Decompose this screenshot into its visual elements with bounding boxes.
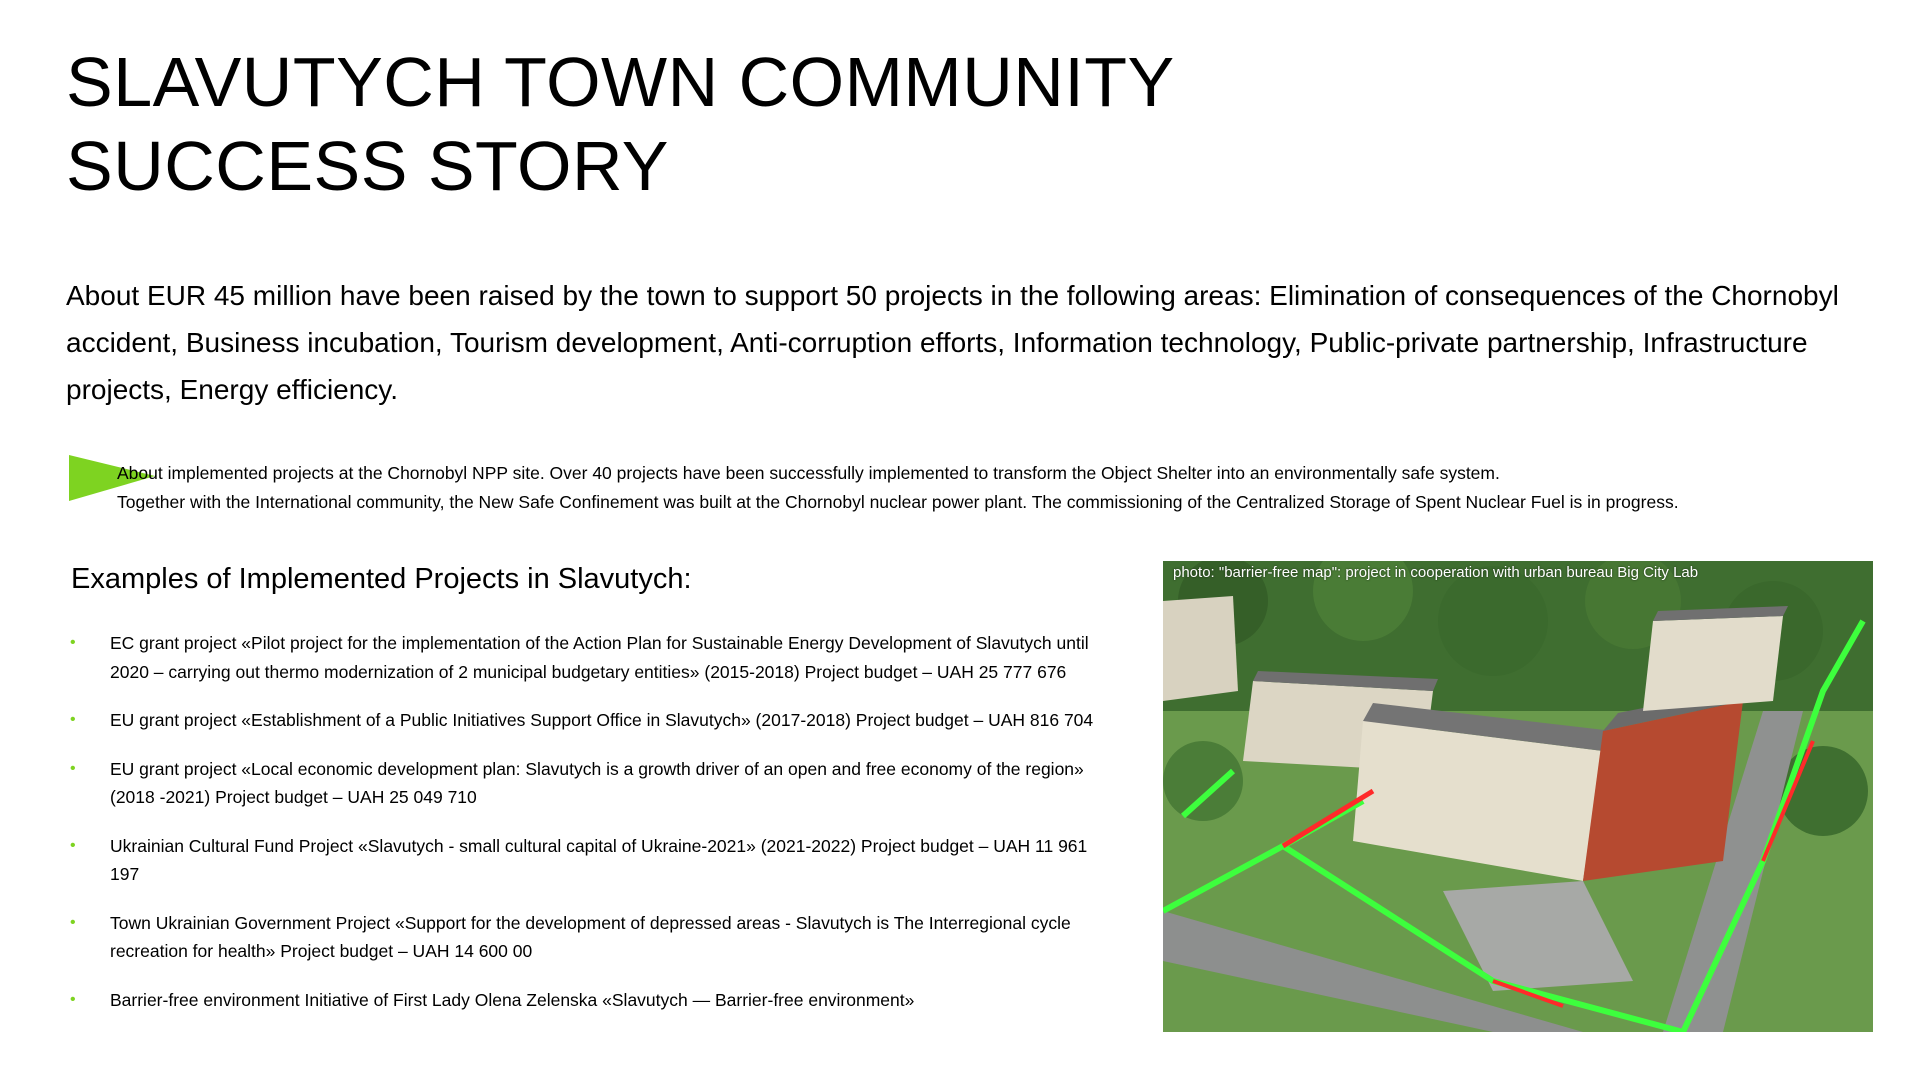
project-text: EC grant project «Pilot project for the implementation of the Action Plan for Sustainable Energy Development of Slavutych until 2020 – carrying out thermo modernization of 2 municipal budgetary entities» (2015-2018) Project budget – UAH 25 777 676 [110,633,1089,682]
bullet-icon: • [70,711,76,728]
project-list [68,629,1118,1034]
npp-line-2: Together with the International community, the New Safe Confinement was built at the Chornobyl nuclear power plant. The commissioning of the Centralized Storage of Spent Nuclear Fuel is in progress. [117,491,1679,512]
project-text: Barrier-free environment Initiative of First Lady Olena Zelenska «Slavutych — Barrier-free environment» [110,989,915,1010]
npp-info [117,459,1877,516]
title-line-2: SUCCESS STORY [66,127,669,205]
title-line-1: SLAVUTYCH TOWN COMMUNITY [66,43,1175,121]
bullet-icon: • [70,913,76,931]
project-text: Ukrainian Cultural Fund Project «Slavutych - small cultural capital of Ukraine-2021» (2021-2022) Project budget – UAH 11 961 197 [110,835,1088,884]
bullet-icon: • [70,759,76,777]
examples-title: Examples of Implemented Projects in Slavutych: [71,563,692,595]
list-item [68,706,1118,735]
bullet-icon: • [70,634,76,651]
project-text: EU grant project «Establishment of a Public Initiatives Support Office in Slavutych» (2017-2018) Project budget – UAH 816 704 [110,710,1094,730]
list-item [68,755,1118,812]
npp-line-1: About implemented projects at the Chornobyl NPP site. Over 40 projects have been successfully implemented to transform the Object Shelter into an environmentally safe system. [117,463,1500,483]
list-item [68,832,1118,889]
list-item [68,629,1118,686]
project-text: EU grant project «Local economic development plan: Slavutych is a growth driver of an open and free economy of the region» (2018 -2021) Project budget – UAH 25 049 710 [110,758,1084,807]
photo-caption: photo: "barrier-free map": project in cooperation with urban bureau Big City Lab [1173,564,1699,581]
list-item [68,909,1118,966]
page-title [66,40,1175,208]
intro-paragraph: About EUR 45 million have been raised by the town to support 50 projects in the following areas: Elimination of consequences of the Chornobyl accident, Business incubation, Tourism development, Anti-corruption efforts, Information technology, Public-private partnership, Infrastructure projects, Energy efficiency. [66,280,1839,405]
aerial-photo-illustration [1163,561,1873,1032]
bullet-icon: • [70,990,76,1008]
project-text: Town Ukrainian Government Project «Support for the development of depressed areas - Slavutych is The Interregional cycle recreation for health» Project budget – UAH 14 600 00 [110,912,1071,961]
aerial-photo [1163,561,1873,1032]
list-item [68,986,1118,1015]
bullet-icon: • [70,836,76,854]
